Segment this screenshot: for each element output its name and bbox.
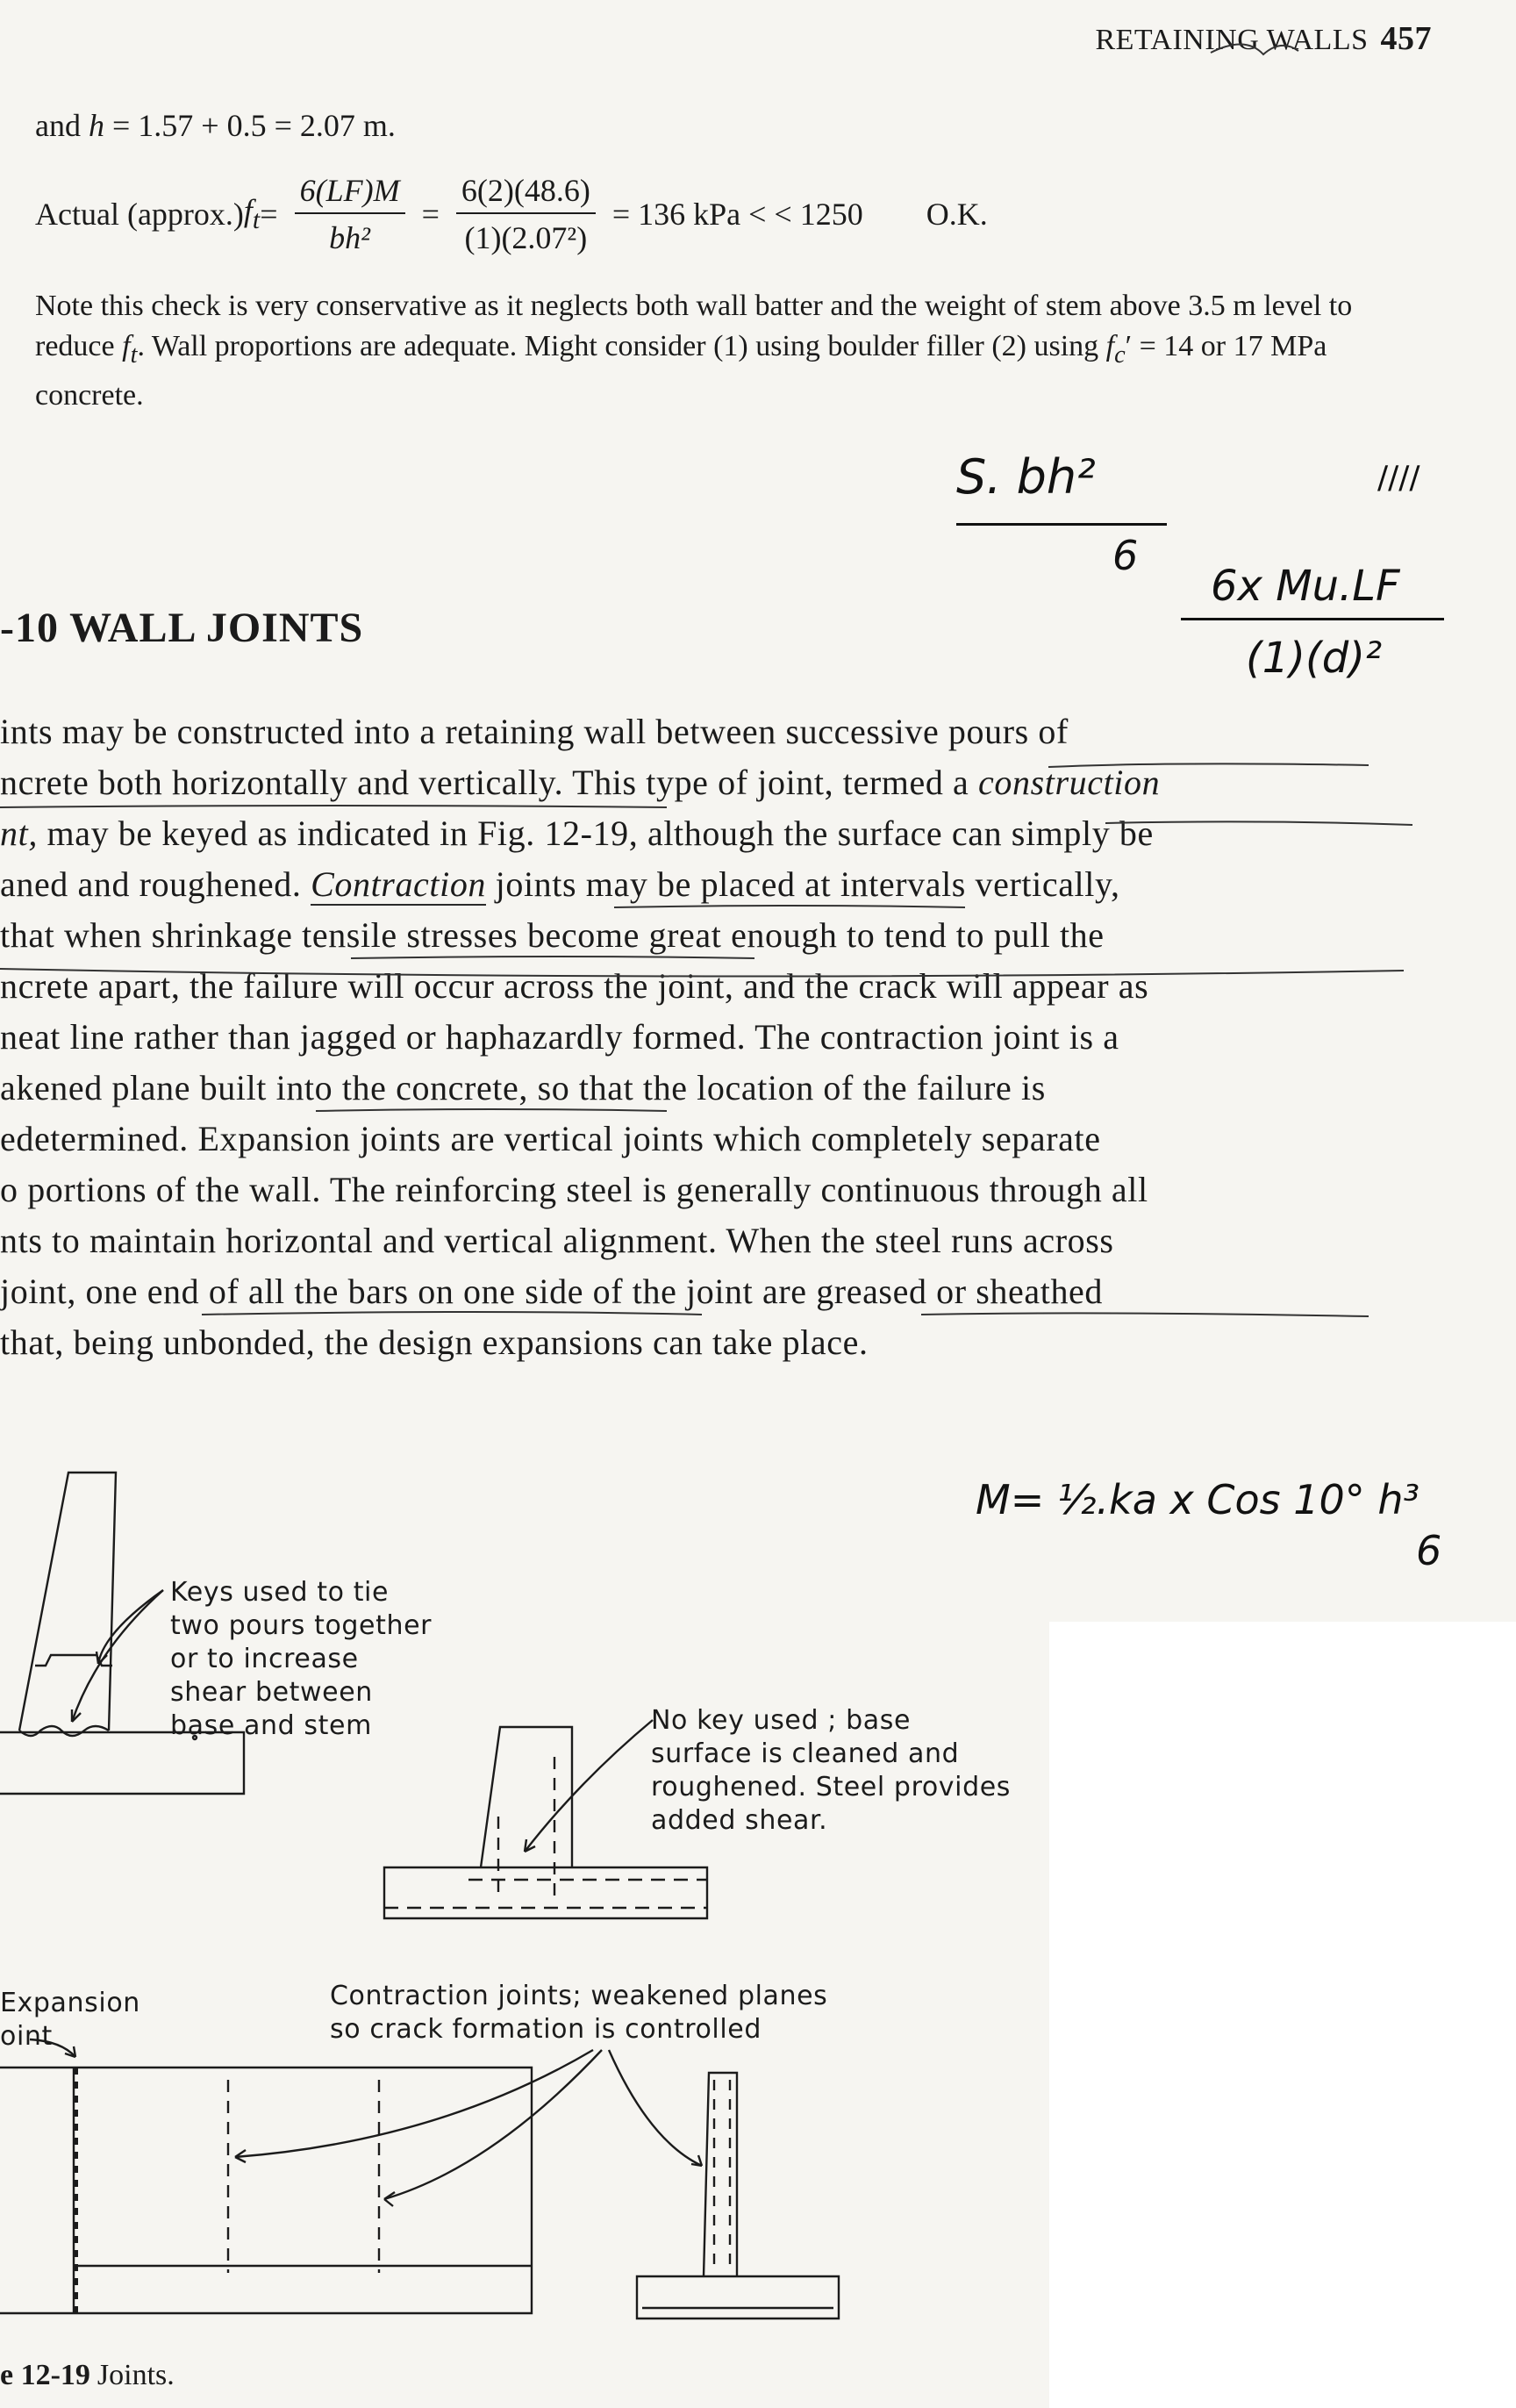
handwritten-right-rule: [1181, 618, 1444, 620]
handwritten-top-rule: [956, 523, 1167, 526]
contraction-arrow-1: [235, 2050, 593, 2157]
body-line-2-text: ncrete both horizontally and vertically. This type of joint, termed a: [0, 763, 979, 802]
ok-mark: O.K.: [926, 197, 988, 232]
handwritten-right-num: 6x Mu.LF: [1211, 562, 1400, 611]
handwritten-right-den: (1)(d)²: [1246, 634, 1383, 683]
body-line-3-text: may be keyed as indicated in Fig. 12-19, although the surface can simply be: [37, 813, 1154, 853]
body-line-4-text: aned and roughened.: [0, 864, 311, 904]
section-wall-steel: [714, 2080, 730, 2273]
nokey-label-line-1: No key used ; base: [651, 1705, 912, 1736]
body-line-12-text: joint, one end of all the bars on one side of the joint are greased or sheathed: [0, 1272, 1104, 1311]
nokey-wall-base: [384, 1867, 707, 1918]
body-line-10-text: o portions of the wall. The reinforcing steel is generally continuous through all: [0, 1170, 1148, 1209]
page-number: 457: [1380, 20, 1432, 57]
underline-built: [316, 1109, 667, 1111]
ft-symbol: f: [243, 193, 253, 229]
section-heading: -10 WALL JOINTS: [0, 605, 364, 651]
figure-caption: [0, 2359, 175, 2392]
contraction-arrow-3: [609, 2050, 702, 2166]
ft-subscript: t: [252, 205, 261, 235]
expansion-label: [0, 1987, 140, 2053]
body-line-7-text: neat line rather than jagged or haphazardly formed. The contraction joint is a: [0, 1017, 1119, 1057]
contraction-arrowhead-2: [384, 2192, 395, 2206]
contraction-term: Contraction: [311, 864, 487, 904]
caption-text: Joints.: [97, 2359, 175, 2391]
nokey-label: [651, 1704, 1011, 1838]
section-wall-stem: [704, 2073, 737, 2276]
handwritten-top-den: 6: [1112, 532, 1139, 579]
keys-label-line-4: shear between: [170, 1677, 373, 1708]
equals-sign-2: =: [421, 197, 440, 232]
note-fc-prime: ′: [1125, 330, 1133, 362]
note-fc-subscript: c: [1114, 340, 1126, 369]
handwritten-moment: M= ½.ka x Cos 10° h³: [976, 1476, 1419, 1523]
note-text-1: Note this check is very conservative as it neglects both wall batter and the weight of stem above 3.5 m level to reduce: [35, 290, 1353, 362]
running-title: RETAINING WALLS: [1095, 24, 1369, 56]
handwritten-moment-den: 6: [1416, 1527, 1442, 1574]
keyed-wall-stem: [19, 1473, 116, 1731]
base-key-notch: [19, 1726, 109, 1736]
contraction-label-line-1: Contraction joints; weakened planes: [330, 1981, 828, 2011]
underline-end: [202, 1312, 702, 1315]
keys-label-line-5: base and stem: [170, 1710, 372, 1741]
underline-construction: [1105, 821, 1412, 825]
contraction-label-line-2: so crack formation is controlled: [330, 2014, 762, 2045]
nokey-steel-horizontal: [384, 1880, 707, 1908]
note-fc-symbol: f: [1105, 330, 1115, 362]
joints-drawing: [0, 1457, 1049, 2408]
body-line-11-text: nts to maintain horizontal and vertical alignment. When the steel runs across: [0, 1221, 1114, 1260]
underline-pours: [1048, 763, 1369, 767]
body-line-6-text: ncrete apart, the failure will occur across the joint, and the crack will appear as: [0, 966, 1149, 1006]
joint-term: nt,: [0, 813, 38, 853]
pencil-scribble: [1211, 44, 1298, 54]
underline-greased: [921, 1313, 1369, 1316]
figure-12-19: [0, 1457, 1049, 2408]
keys-label: [170, 1576, 432, 1743]
blank-scan-area: [1049, 1622, 1516, 2408]
note-ft-subscript: t: [130, 340, 138, 369]
h-variable: h: [88, 108, 104, 143]
nokey-label-line-4: added shear.: [651, 1805, 828, 1836]
caption-number: e 12-19: [0, 2359, 90, 2391]
keys-label-line-3: or to increase: [170, 1644, 359, 1674]
underline-tensile: [351, 957, 754, 958]
contraction-label: [330, 1980, 827, 2046]
underline-placed: [614, 906, 965, 907]
body-line-9-text: edetermined. Expansion joints are vertical joints which completely separate: [0, 1119, 1101, 1158]
handwritten-slashes: ////: [1377, 460, 1420, 496]
section-wall-base: [637, 2276, 839, 2318]
underline-both: [0, 806, 667, 807]
underline-long: [0, 969, 1404, 977]
keys-label-line-1: Keys used to tie: [170, 1577, 390, 1608]
body-line-5-text: that when shrinkage tensile stresses become great enough to tend to pull the: [0, 915, 1105, 955]
stress-result: = 136 kPa < < 1250: [611, 197, 863, 232]
body-line-13-text: that, being unbonded, the design expansions can take place.: [0, 1322, 869, 1362]
expansion-label-line-2: oint: [0, 2021, 53, 2052]
nokey-label-line-3: roughened. Steel provides: [651, 1772, 1012, 1802]
contraction-joint-lines: [228, 2080, 379, 2273]
note-ft-symbol: f: [122, 330, 131, 362]
equals-sign: =: [260, 197, 278, 232]
handwritten-top-num: S. bh²: [956, 449, 1096, 505]
and-text: and: [35, 108, 89, 143]
nokey-arrow: [525, 1720, 653, 1852]
keys-label-line-2: two pours together: [170, 1610, 433, 1641]
formula-numerator: 6(LF)M: [295, 172, 405, 214]
construction-term: construction: [978, 763, 1161, 802]
body-line-4-text-b: joints may be placed at intervals vertically,: [486, 864, 1120, 904]
actual-label: Actual (approx.): [35, 197, 244, 232]
values-numerator: 6(2)(48.6): [456, 172, 596, 214]
body-line-1-text: ints may be constructed into a retaining wall between successive pours of: [0, 712, 1069, 751]
h-equation: = 1.57 + 0.5 = 2.07 m.: [104, 108, 396, 143]
note-text-2: . Wall proportions are adequate. Might consider (1) using boulder filler (2) using: [137, 330, 1106, 362]
note-text-3: = 14 or 17 MPa concrete.: [35, 330, 1327, 412]
body-line-8-text: akened plane built into the concrete, so that the location of the failure is: [0, 1068, 1046, 1107]
formula-denominator: bh²: [329, 220, 370, 255]
elevation-wall-panel: [0, 2068, 532, 2313]
nokey-label-line-2: surface is cleaned and: [651, 1738, 960, 1769]
values-denominator: (1)(2.07²): [464, 220, 588, 255]
expansion-label-line-1: Expansion: [0, 1988, 140, 2018]
